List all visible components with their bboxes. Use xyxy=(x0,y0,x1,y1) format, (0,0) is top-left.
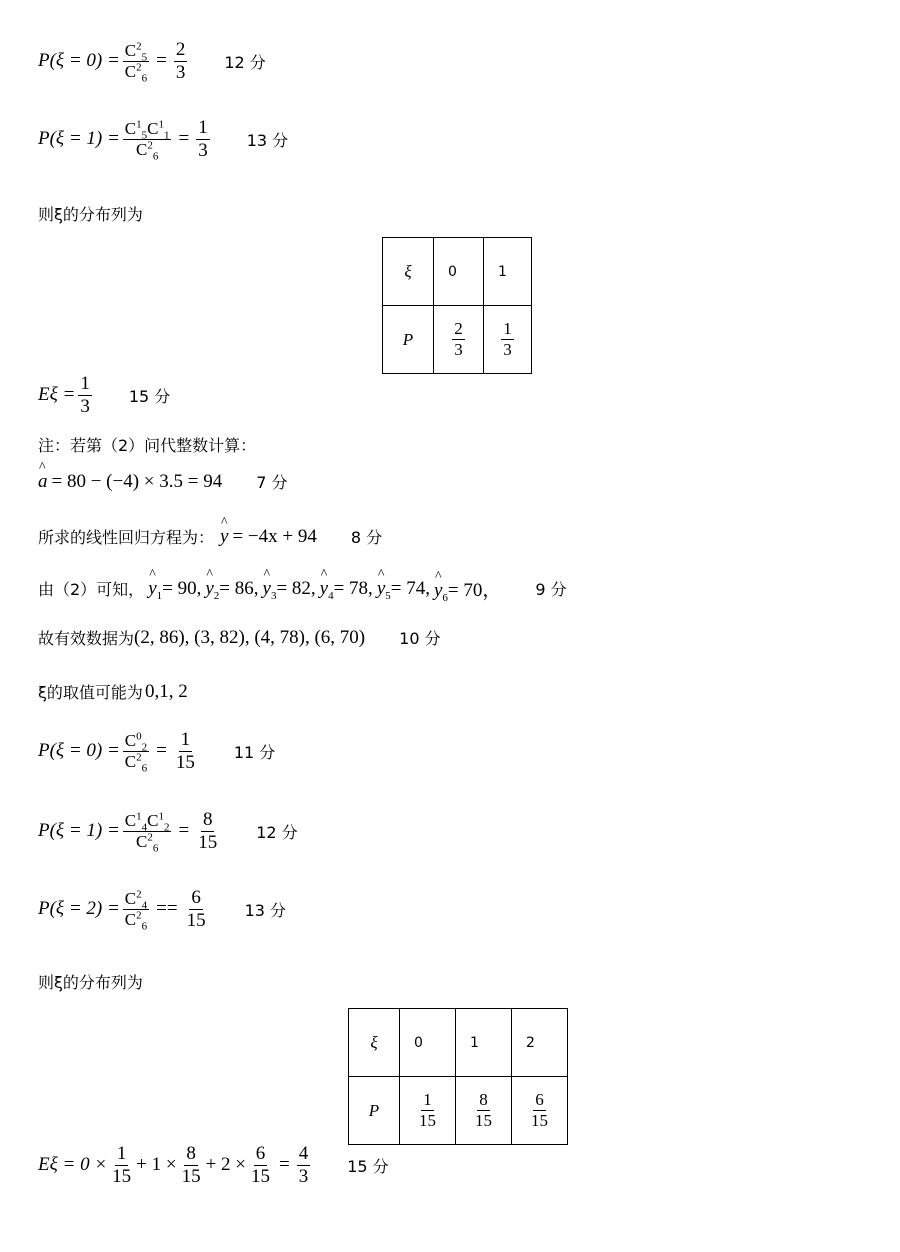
expectation-2: Eξ = 0 × $\frac{1}{15}$ + 1 × $\frac{8}{15}$ + 2 × $\frac{6}{15}$ = $\frac{4}{3}$ 15 分 xyxy=(38,1143,389,1187)
table-cell: $\frac{6}{15}$ xyxy=(512,1077,568,1145)
prob2-xi-0-line: P(ξ = 0) = $\frac{C^0_2}{C^2_6}$ = $\frac{1}{15}$ 11 分 xyxy=(38,729,276,775)
score-label: 7 分 xyxy=(256,473,288,492)
table-cell: $\frac{8}{15}$ xyxy=(456,1077,512,1145)
table-cell: 0 xyxy=(400,1009,456,1077)
table-cell: $\frac{1}{15}$ xyxy=(400,1077,456,1145)
table-row-label: P xyxy=(383,306,434,374)
prob-lhs: P(ξ = 0) = xyxy=(38,50,120,72)
combination-fraction: $\frac{C^1_5C^1_1}{C^2_6}$ xyxy=(124,118,170,163)
score-label: 11 分 xyxy=(233,742,276,762)
y1: ^ $y_1= 90$, xyxy=(148,578,201,600)
score-label: 10 分 xyxy=(399,629,441,648)
prob2-xi-2-line: P(ξ = 2) = $\frac{C^2_4}{C^2_6}$ == $\frac{6}{15}$ 13 分 xyxy=(38,887,287,933)
score-label: 15 分 xyxy=(128,386,171,406)
note-title: 注：若第（2）问代整数计算： xyxy=(38,436,257,455)
expectation-1: Eξ = $\frac{1}{3}$ 15 分 xyxy=(38,373,171,417)
score-label: 13 分 xyxy=(246,130,289,150)
table-cell: 2 xyxy=(512,1009,568,1077)
dist-intro-2: 则ξ的分布列为 xyxy=(38,973,143,992)
prob-lhs: P(ξ = 1) = xyxy=(38,128,120,150)
y3: ^ $y_3= 82$, xyxy=(263,578,316,600)
dist-intro-1: 则ξ的分布列为 xyxy=(38,205,143,224)
prob-xi-1-line: P(ξ = 1) = $\frac{C^1_5C^1_1}{C^2_6}$ = $\frac{1}{3}$ 13 分 xyxy=(38,117,289,163)
table-cell: $\frac{2}{3}$ xyxy=(434,306,484,374)
table-row-label: ξ xyxy=(349,1009,400,1077)
score-label: 9 分 xyxy=(535,580,567,599)
xi-values-line: ξ的取值可能为 0,1, 2 xyxy=(38,680,188,702)
score-label: 12 分 xyxy=(224,52,266,72)
y2: ^ $y_2= 86$, xyxy=(205,578,258,600)
regression-line: 所求的线性回归方程为： ^ y = −4x + 94 8 分 xyxy=(38,525,382,548)
combination-fraction: $\frac{C^2_5}{C^2_6}$ xyxy=(124,40,148,85)
distribution-table-1 xyxy=(382,237,532,374)
result-fraction: $\frac{2}{3}$ xyxy=(175,39,186,83)
prob-xi-0-line: P(ξ = 0) = $\frac{C^2_5}{C^2_6}$ = $\frac{2}{3}$ 12 分 xyxy=(38,39,266,85)
score-label: 15 分 xyxy=(347,1156,389,1176)
score-label: 13 分 xyxy=(244,900,287,920)
table-cell: $\frac{1}{3}$ xyxy=(484,306,532,374)
table-cell: 0 xyxy=(434,238,484,306)
y6: ^ $y_6= 70$， xyxy=(434,575,501,602)
distribution-table-2 xyxy=(348,1008,568,1145)
score-label: 12 分 xyxy=(256,822,298,842)
y4: ^ $y_4= 78$, xyxy=(320,578,373,600)
result-fraction: $\frac{1}{3}$ xyxy=(198,117,208,161)
score-label: 8 分 xyxy=(350,528,383,547)
a-hat-line: ^ a = 80 − (−4) × 3.5 = 94 7 分 xyxy=(38,470,288,493)
known-values-line: 由（2）可知， ^ $y_1= 90$, ^ $y_2= 86$, ^ $y_3= 82$, ^ $y_4= 78$, ^ $y_5= 74$, ^ $y_6= 70$， 9 分 xyxy=(38,575,567,602)
table-cell: 1 xyxy=(484,238,532,306)
valid-data-line: 故有效数据为 (2, 86), (3, 82), (4, 78), (6, 70) 10 分 xyxy=(38,626,441,648)
prob2-xi-1-line: P(ξ = 1) = $\frac{C^1_4C^1_2}{C^2_6}$ = $\frac{8}{15}$ 12 分 xyxy=(38,809,298,855)
table-row-label: ξ xyxy=(383,238,434,306)
table-cell: 1 xyxy=(456,1009,512,1077)
y5: ^ $y_5= 74$, xyxy=(377,578,430,600)
table-row-label: P xyxy=(349,1077,400,1145)
